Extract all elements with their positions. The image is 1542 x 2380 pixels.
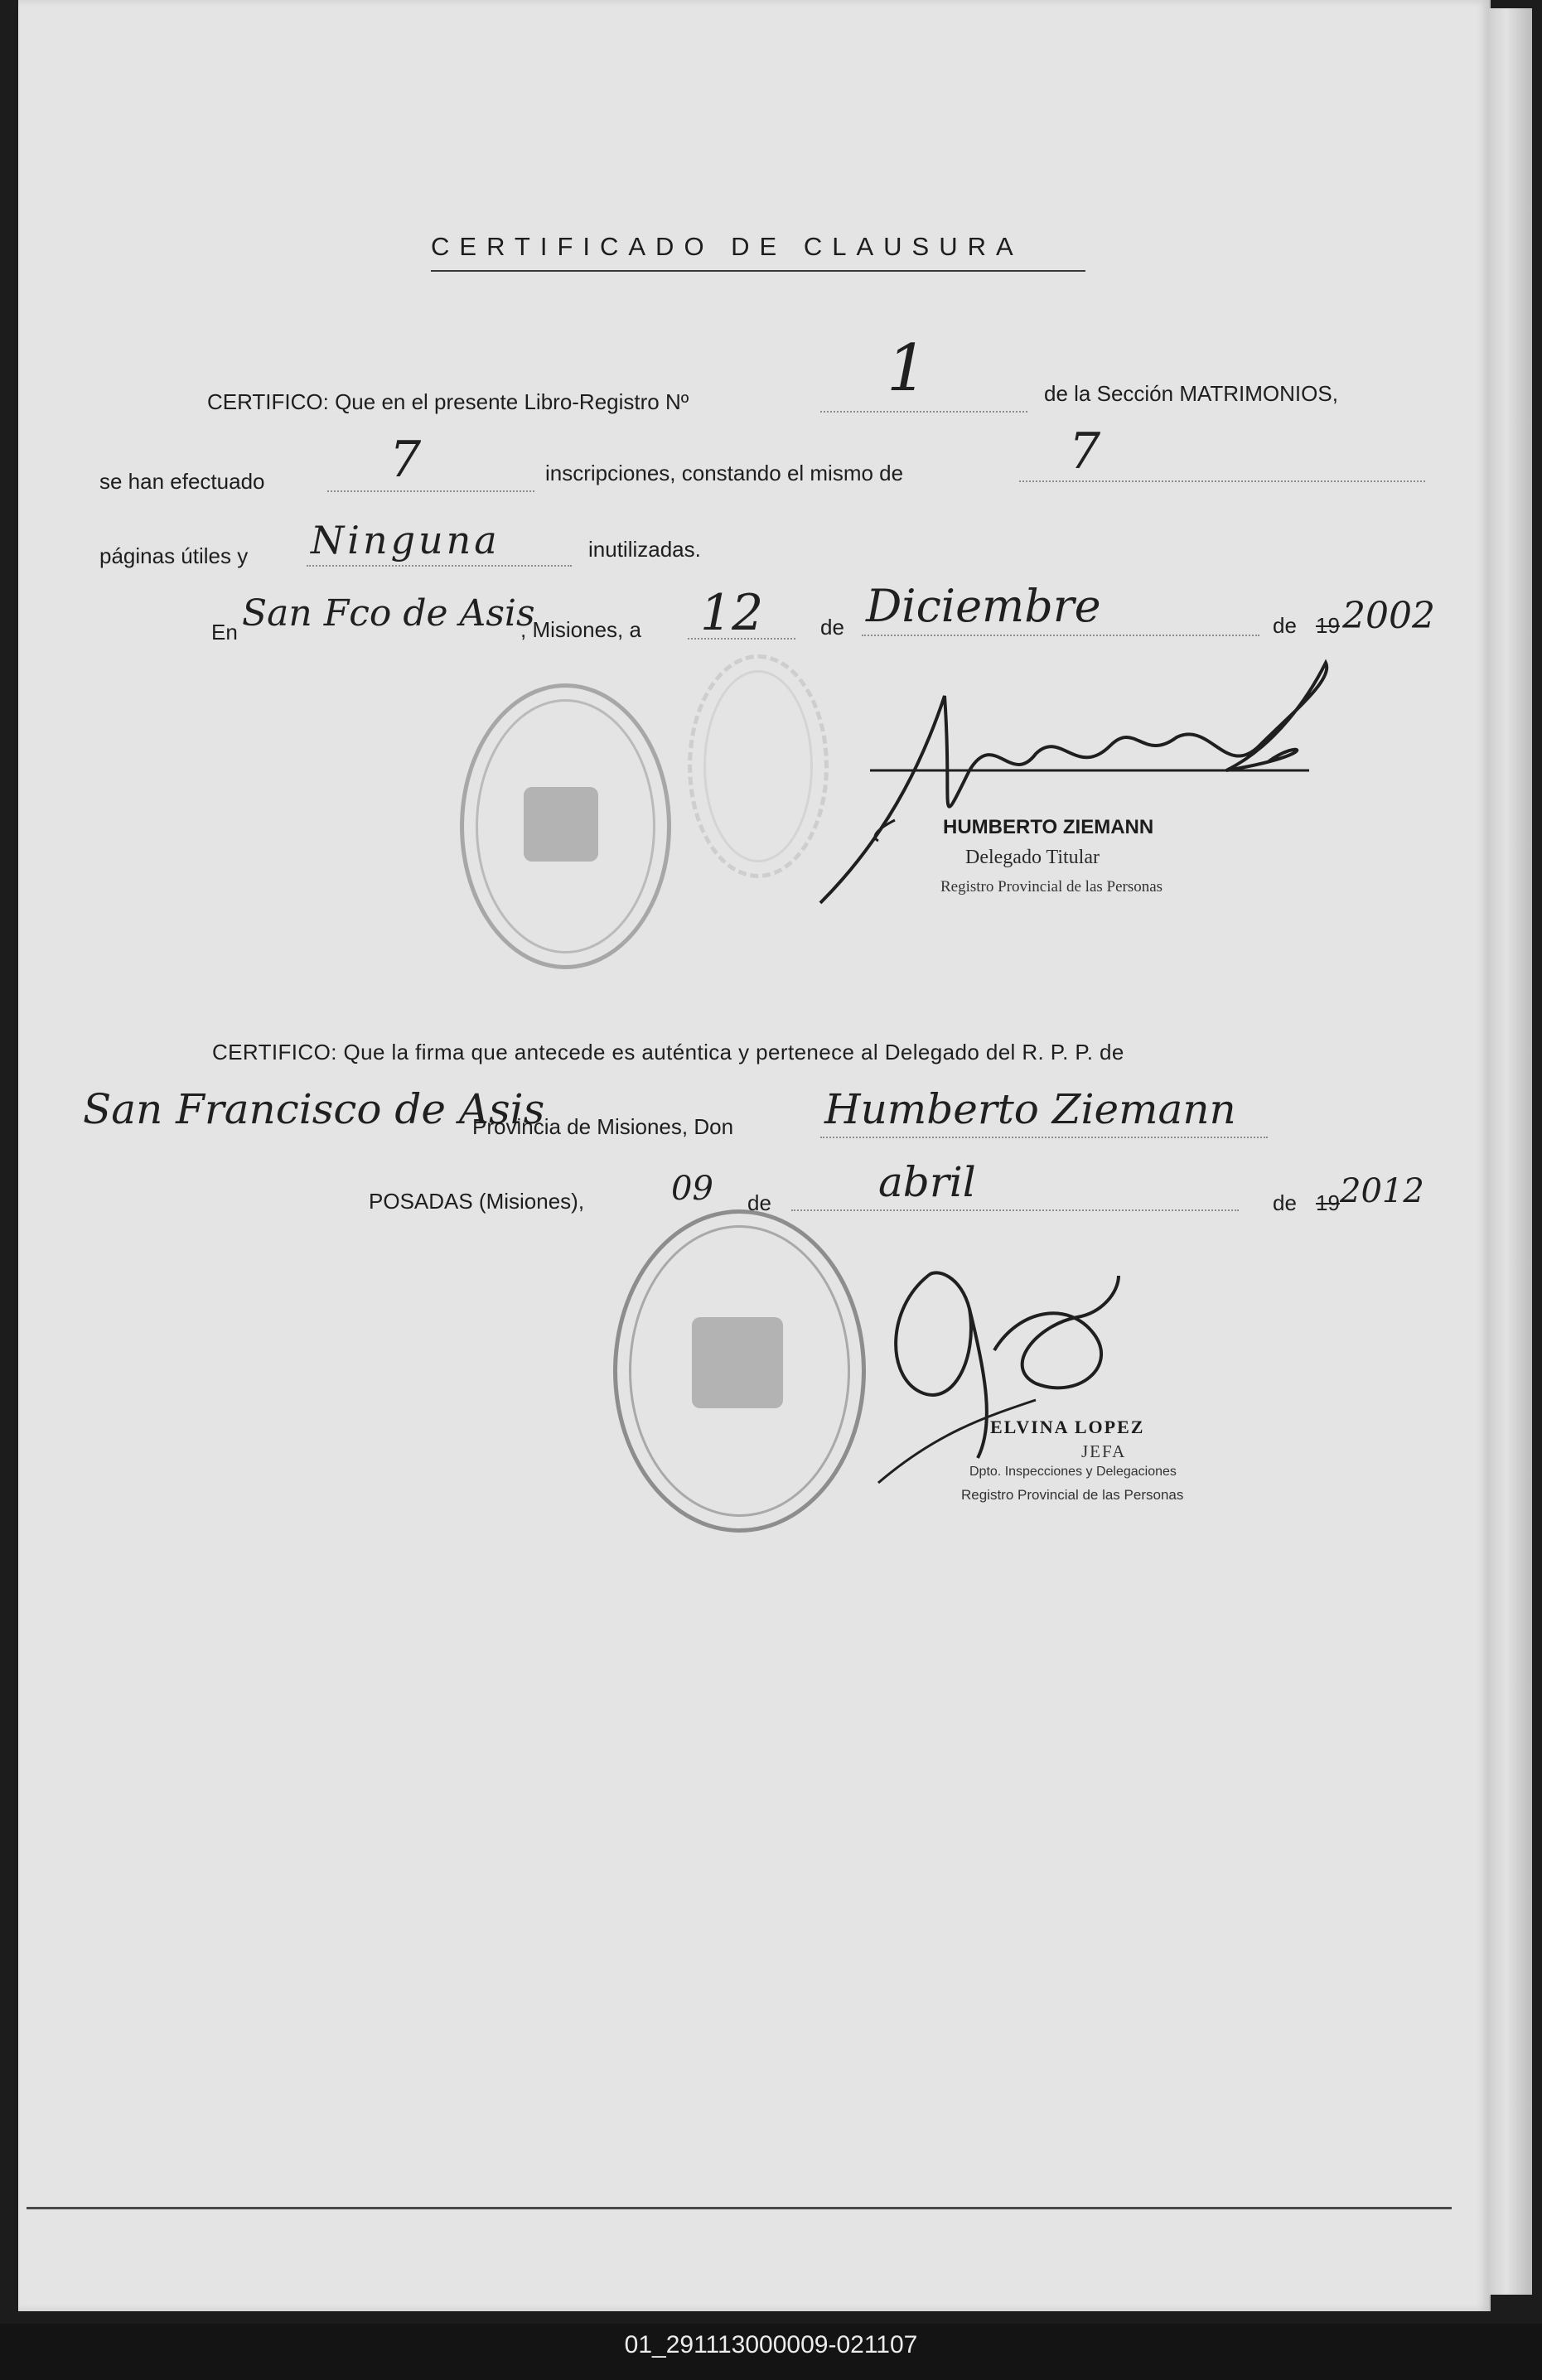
book-page-edge xyxy=(1489,8,1532,2295)
libro-numero-handwritten: 1 xyxy=(887,331,928,406)
inutilizadas-fill-line xyxy=(307,565,572,567)
cert1-line3-suffix: inutilizadas. xyxy=(588,537,701,562)
cert2-city: POSADAS (Misiones), xyxy=(369,1189,585,1214)
cert1-year-printed-struck: 19 xyxy=(1316,613,1340,638)
day2-handwritten: 09 xyxy=(671,1170,713,1208)
document-title: CERTIFICADO DE CLAUSURA xyxy=(431,232,1023,261)
cert2-year-printed-struck: 19 xyxy=(1316,1190,1340,1215)
cert1-de-2: de xyxy=(1273,613,1297,638)
cert1-line2-middle: inscripciones, constando el mismo de xyxy=(545,461,904,485)
stamp-2-emblem xyxy=(692,1317,783,1408)
day-handwritten: 12 xyxy=(700,584,764,642)
inscripciones-handwritten: 7 xyxy=(389,431,422,489)
month2-fill-line xyxy=(791,1209,1239,1211)
month-fill-line xyxy=(862,635,1259,636)
cert2-de-1: de xyxy=(747,1190,771,1215)
signature-2-name: ELVINA LOPEZ xyxy=(990,1417,1145,1437)
stamp-1-emblem xyxy=(524,787,598,862)
cert1-line2-prefix: se han efectuado xyxy=(99,469,265,494)
cert2-de-2: de xyxy=(1273,1190,1297,1215)
signature-1-scribble xyxy=(795,646,1359,911)
signature-1-name: HUMBERTO ZIEMANN xyxy=(943,816,1154,838)
paginas-fill-line xyxy=(1019,480,1425,482)
don-name-fill-line xyxy=(820,1137,1268,1138)
year2-handwritten: 2012 xyxy=(1340,1172,1424,1210)
page-bottom-rule xyxy=(27,2207,1452,2209)
cert1-de-1: de xyxy=(820,615,844,640)
document-page xyxy=(18,0,1491,2311)
scan-file-code: 01_291113000009-021107 xyxy=(624,2331,918,2358)
cert2-line1: CERTIFICO: Que la firma que antecede es auténtica y pertenece al Delegado del R. P. P. de xyxy=(212,1040,1124,1064)
locality-handwritten: San Francisco de Asis xyxy=(83,1085,545,1133)
signature-1-role: Delegado Titular xyxy=(965,847,1100,868)
cert1-line1-prefix: CERTIFICO: Que en el presente Libro-Registro Nº xyxy=(207,389,689,414)
cert1-place-prefix: En xyxy=(211,620,238,644)
signature-1-office: Registro Provincial de las Personas xyxy=(940,878,1163,896)
month2-handwritten: abril xyxy=(878,1158,976,1206)
signature-2-dept: Dpto. Inspecciones y Delegaciones xyxy=(969,1465,1177,1479)
month-handwritten: Diciembre xyxy=(866,580,1101,632)
don-name-handwritten: Humberto Ziemann xyxy=(824,1085,1236,1133)
libro-numero-fill-line xyxy=(820,411,1027,413)
cert1-line1-suffix: de la Sección MATRIMONIOS, xyxy=(1044,381,1338,406)
cert1-place-middle: , Misiones, a xyxy=(520,617,641,642)
inutilizadas-handwritten: Ninguna xyxy=(311,518,500,562)
cert1-line3-prefix: páginas útiles y xyxy=(99,543,249,568)
place-handwritten: San Fco de Asis xyxy=(242,592,535,635)
year-handwritten: 2002 xyxy=(1342,595,1435,637)
cert2-line2-middle: Provincia de Misiones, Don xyxy=(472,1114,734,1139)
signature-2-office: Registro Provincial de las Personas xyxy=(961,1487,1184,1503)
title-underline xyxy=(431,270,1085,272)
paginas-handwritten: 7 xyxy=(1069,422,1101,480)
signature-2-role: JEFA xyxy=(1081,1441,1127,1461)
inscripciones-fill-line xyxy=(327,490,534,492)
